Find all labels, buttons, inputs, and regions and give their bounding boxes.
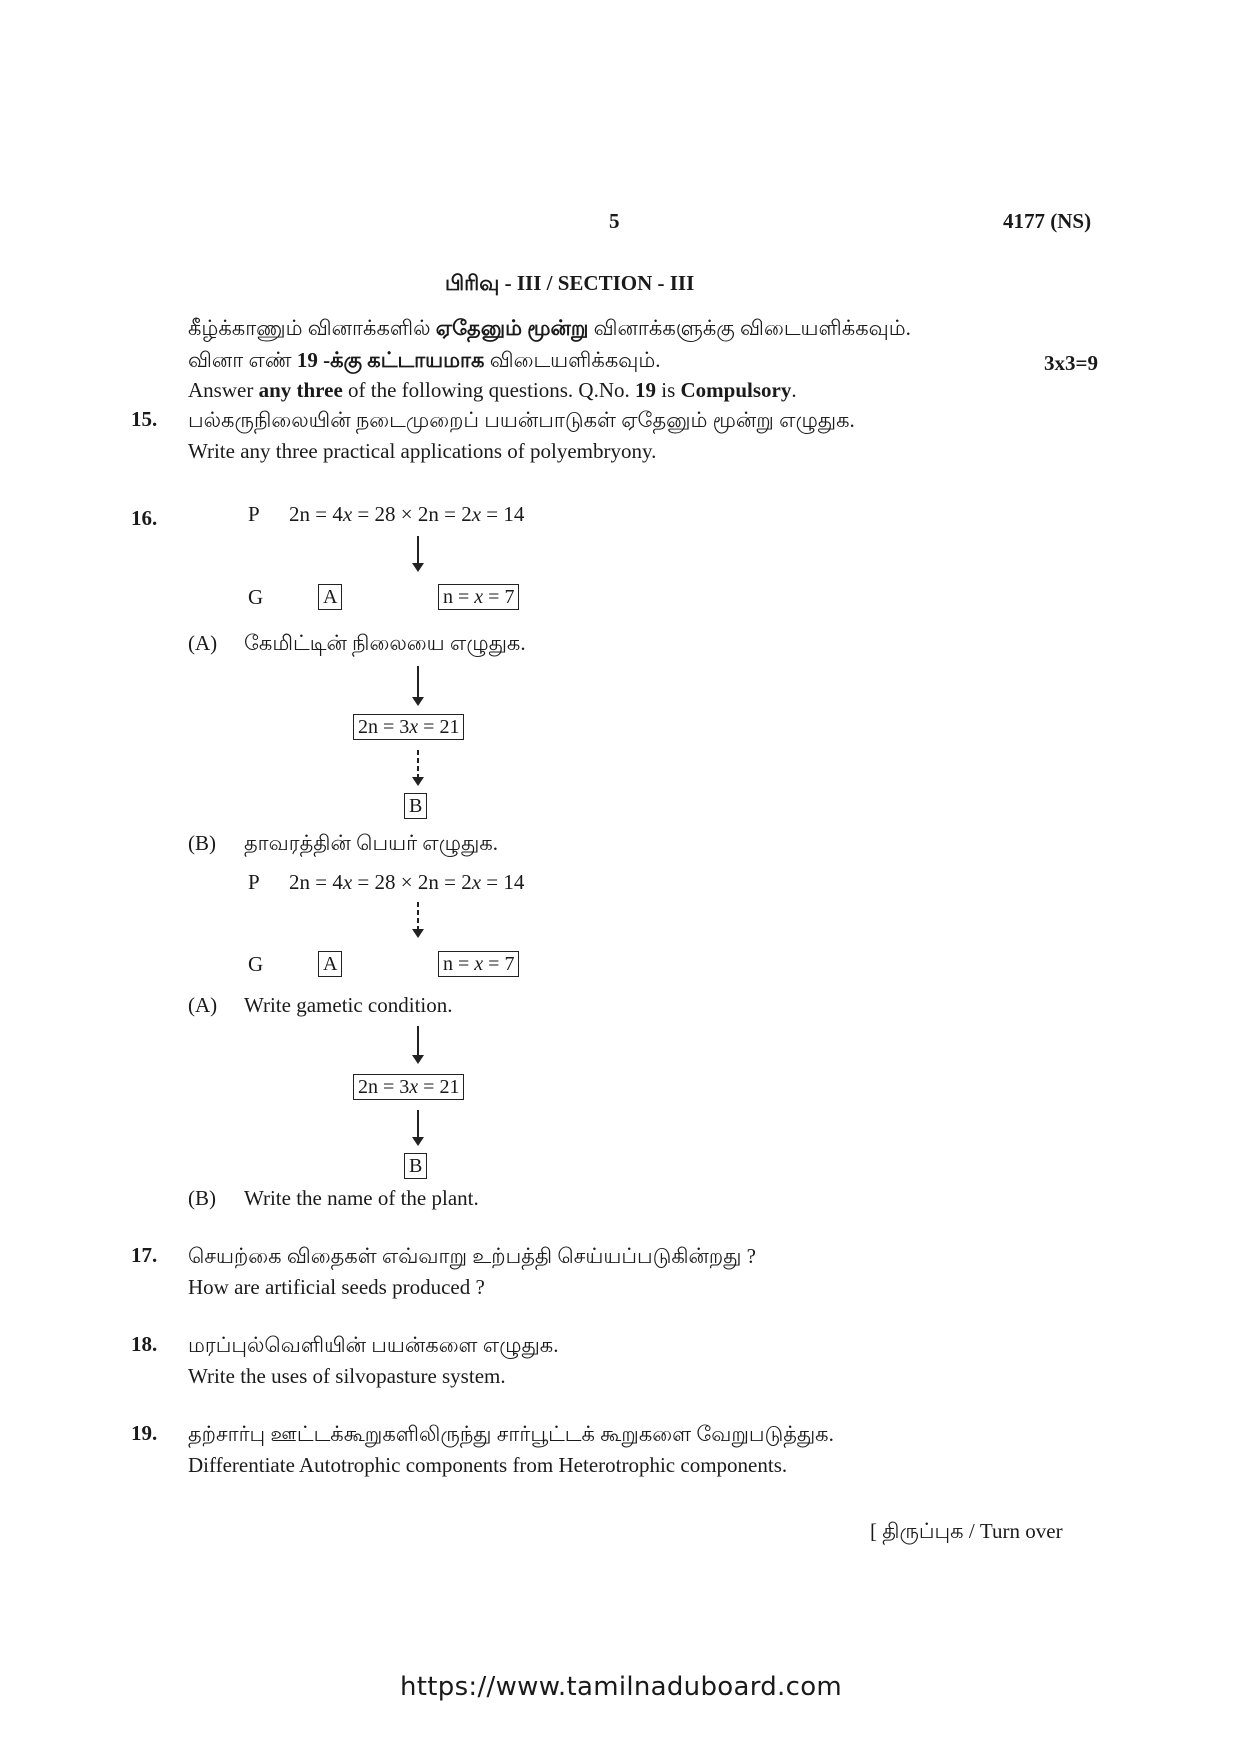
instruction-english: Answer any three of the following questions. Q.No. 19 is Compulsory. xyxy=(188,378,797,402)
box-b: B xyxy=(404,1153,427,1179)
part-b-label: (B) xyxy=(188,1186,216,1210)
box-b: B xyxy=(404,793,427,819)
offspring-box: 2n = 3x = 21 xyxy=(353,1074,464,1100)
footer-url[interactable]: https://www.tamilnaduboard.com xyxy=(400,1672,843,1702)
down-arrow-icon xyxy=(417,750,419,778)
paper-code: 4177 (NS) xyxy=(1003,209,1092,233)
part-b-english: Write the name of the plant. xyxy=(244,1186,479,1210)
question-17-english: How are artificial seeds produced ? xyxy=(188,1275,485,1299)
parent-cross: 2n = 4x = 28 × 2n = 2x = 14 xyxy=(289,870,525,894)
down-arrow-icon xyxy=(417,666,419,698)
parent-cross: 2n = 4x = 28 × 2n = 2x = 14 xyxy=(289,502,525,526)
box-a: A xyxy=(318,951,342,977)
down-arrow-icon xyxy=(417,1110,419,1138)
instruction-tamil-1: கீழ்க்காணும் வினாக்களில் ஏதேனும் மூன்று வினாக்களுக்கு விடையளிக்கவும். xyxy=(188,316,911,340)
gamete-box: n = x = 7 xyxy=(438,584,519,610)
section-title: பிரிவு - III / SECTION - III xyxy=(445,271,695,295)
part-a-tamil: கேமிட்டின் நிலையை எழுதுக. xyxy=(244,631,526,655)
question-number: 15. xyxy=(131,407,158,431)
down-arrow-icon xyxy=(417,1026,419,1056)
question-15-tamil: பல்கருநிலையின் நடைமுறைப் பயன்பாடுகள் ஏதேனும் மூன்று எழுதுக. xyxy=(188,408,855,432)
parent-label: P xyxy=(248,870,260,894)
question-number: 18. xyxy=(131,1332,158,1356)
question-19-english: Differentiate Autotrophic components from Heterotrophic components. xyxy=(188,1453,788,1477)
question-19-tamil: தற்சார்பு ஊட்டக்கூறுகளிலிருந்து சார்பூட்டக் கூறுகளை வேறுபடுத்துக. xyxy=(188,1422,834,1446)
question-18-english: Write the uses of silvopasture system. xyxy=(188,1364,506,1388)
offspring-box: 2n = 3x = 21 xyxy=(353,714,464,740)
gamete-box: n = x = 7 xyxy=(438,951,519,977)
part-b-tamil: தாவரத்தின் பெயர் எழுதுக. xyxy=(244,831,499,855)
question-number: 16. xyxy=(131,506,158,530)
question-number: 17. xyxy=(131,1243,158,1267)
part-a-label: (A) xyxy=(188,993,218,1017)
part-b-label: (B) xyxy=(188,831,216,855)
question-17-tamil: செயற்கை விதைகள் எவ்வாறு உற்பத்தி செய்யப்படுகின்றது ? xyxy=(188,1244,756,1268)
page-number: 5 xyxy=(609,209,620,233)
question-15-english: Write any three practical applications of polyembryony. xyxy=(188,439,657,463)
down-arrow-icon xyxy=(417,536,419,564)
question-18-tamil: மரப்புல்வெளியின் பயன்களை எழுதுக. xyxy=(188,1333,559,1357)
parent-label: P xyxy=(248,502,260,526)
marks-label: 3x3=9 xyxy=(1044,351,1098,375)
gamete-label: G xyxy=(248,585,264,609)
part-a-label: (A) xyxy=(188,631,218,655)
turn-over: [ திருப்புக / Turn over xyxy=(870,1519,1063,1543)
down-arrow-icon xyxy=(417,902,419,930)
part-a-english: Write gametic condition. xyxy=(244,993,453,1017)
box-a: A xyxy=(318,584,342,610)
gamete-label: G xyxy=(248,952,264,976)
question-number: 19. xyxy=(131,1421,158,1445)
instruction-tamil-2: வினா எண் 19 -க்கு கட்டாயமாக விடையளிக்கவும். xyxy=(188,348,661,372)
